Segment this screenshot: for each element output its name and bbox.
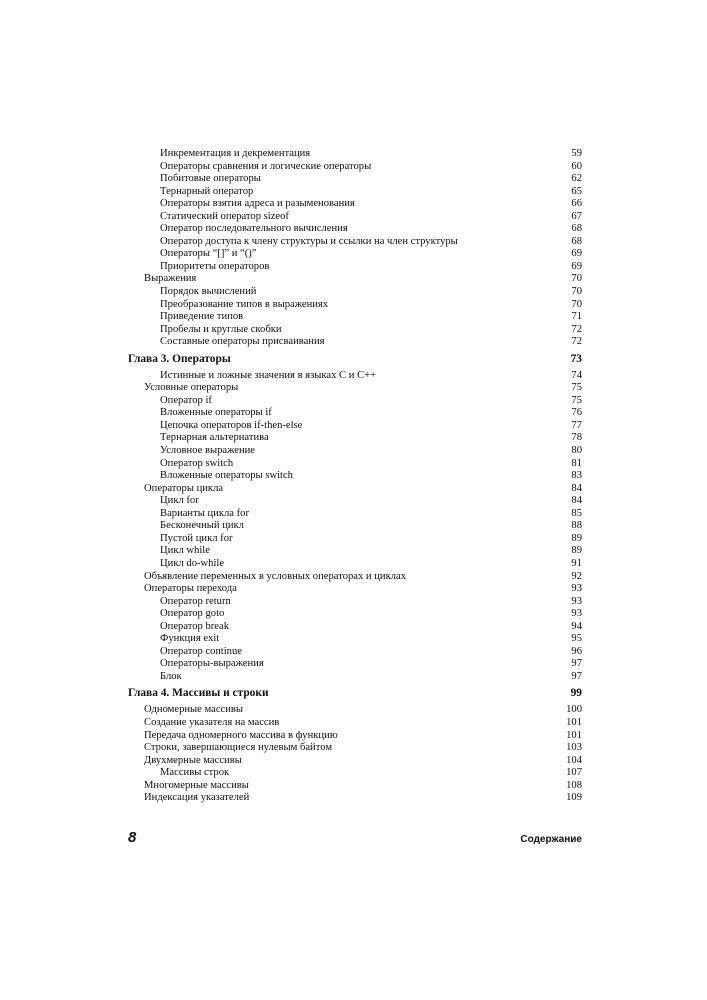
toc-entry-page: 71 [571, 311, 582, 323]
toc-entry-page: 95 [571, 633, 582, 645]
toc-entry [128, 767, 582, 780]
toc-entry-page: 72 [571, 323, 582, 335]
toc-entry-title: Создание указателя на массив [144, 716, 280, 728]
toc-entry [128, 198, 582, 211]
toc-entry-title: Глава 3. Операторы [128, 352, 231, 365]
toc-entry-title: Функция exit [160, 633, 220, 645]
toc-entry-title: Пустой цикл for [160, 532, 233, 544]
toc-entry-title: Бесконечный цикл [160, 520, 244, 532]
toc-entry-page: 65 [571, 185, 582, 197]
toc-entry [128, 533, 582, 546]
toc-entry [128, 742, 582, 755]
toc-entry-title: Цикл do-while [160, 557, 225, 569]
toc-entry-title: Оператор последовательного вычисления [160, 223, 348, 235]
toc-entry [128, 558, 582, 571]
toc-entry-page: 69 [571, 260, 582, 272]
toc-entry [128, 458, 582, 471]
table-of-contents [128, 148, 582, 805]
toc-entry-title: Двухмерные массивы [144, 754, 242, 766]
toc-entry-page: 59 [571, 148, 582, 159]
toc-entry [128, 755, 582, 768]
toc-entry-title: Операторы перехода [144, 583, 237, 595]
toc-entry-page: 101 [566, 716, 582, 728]
toc-entry-title: Операторы взятия адреса и разыменования [160, 198, 355, 210]
toc-entry-page: 76 [571, 407, 582, 419]
toc-entry-title: Побитовые операторы [160, 173, 261, 185]
toc-entry-page: 101 [566, 729, 582, 741]
toc-entry [128, 286, 582, 299]
toc-entry [128, 483, 582, 496]
running-title: Содержание [520, 834, 582, 845]
toc-entry-page: 96 [571, 645, 582, 657]
toc-entry [128, 186, 582, 199]
toc-entry-title: Варианты цикла for [160, 507, 249, 519]
toc-entry-title: Оператор break [160, 620, 230, 632]
toc-entry-page: 94 [571, 620, 582, 632]
toc-entry-title: Оператор return [160, 595, 231, 607]
toc-entry [128, 211, 582, 224]
toc-entry-page: 68 [571, 223, 582, 235]
toc-entry-page: 70 [571, 286, 582, 298]
toc-entry [128, 311, 582, 324]
toc-entry-page: 109 [566, 792, 582, 804]
toc-entry [128, 646, 582, 659]
toc-entry-title: Операторы сравнения и логические операторы [160, 160, 372, 172]
toc-entry-title: Многомерные массивы [144, 779, 249, 791]
toc-entry-page: 93 [571, 595, 582, 607]
toc-entry [128, 608, 582, 621]
toc-entry-title: Операторы-выражения [160, 658, 264, 670]
toc-entry-page: 80 [571, 445, 582, 457]
toc-entry-title: Выражения [144, 273, 197, 285]
toc-entry-page: 60 [571, 160, 582, 172]
toc-entry [128, 370, 582, 383]
toc-entry [128, 717, 582, 730]
toc-entry-page: 75 [571, 394, 582, 406]
toc-entry-page: 73 [570, 352, 582, 365]
toc-entry-page: 83 [571, 470, 582, 482]
toc-entry-title: Строки, завершающиеся нулевым байтом [144, 742, 333, 754]
toc-entry [128, 780, 582, 793]
toc-entry-title: Преобразование типов в выражениях [160, 298, 329, 310]
toc-entry-page: 72 [571, 336, 582, 348]
toc-entry-page: 88 [571, 520, 582, 532]
toc-entry-title: Оператор continue [160, 645, 242, 657]
toc-entry-page: 62 [571, 173, 582, 185]
toc-entry-title: Приведение типов [160, 311, 244, 323]
toc-entry-title: Вложенные операторы if [160, 407, 272, 419]
toc-entry-title: Условные операторы [144, 382, 239, 394]
toc-entry [128, 470, 582, 483]
toc-entry-page: 97 [571, 670, 582, 682]
toc-entry [128, 495, 582, 508]
toc-entry-title: Объявление переменных в условных операторах и циклах [144, 570, 407, 582]
toc-entry-title: Блок [160, 670, 182, 682]
toc-entry [128, 173, 582, 186]
toc-entry-page: 99 [570, 687, 582, 700]
toc-entry-title: Массивы строк [160, 767, 230, 779]
toc-entry-page: 74 [571, 369, 582, 381]
toc-entry [128, 571, 582, 584]
toc-entry [128, 671, 582, 684]
toc-entry-page: 103 [566, 742, 582, 754]
toc-entry-page: 92 [571, 570, 582, 582]
toc-entry-title: Пробелы и круглые скобки [160, 323, 282, 335]
toc-entry-title: Оператор if [160, 394, 212, 406]
toc-entry-page: 100 [566, 704, 582, 716]
toc-entry [128, 445, 582, 458]
toc-entry-title: Порядок вычислений [160, 286, 257, 298]
toc-entry-title: Цикл for [160, 495, 199, 507]
toc-entry [128, 236, 582, 249]
toc-entry [128, 596, 582, 609]
toc-entry [128, 508, 582, 521]
toc-entry-title: Цикл while [160, 545, 210, 557]
toc-entry [128, 273, 582, 286]
toc-entry [128, 261, 582, 274]
toc-entry-page: 84 [571, 482, 582, 494]
toc-entry-title: Операторы “[]” и “()” [160, 248, 257, 260]
toc-entry-title: Тернарная альтернатива [160, 432, 269, 444]
toc-entry-title: Условное выражение [160, 445, 256, 457]
toc-entry-title: Одномерные массивы [144, 704, 244, 716]
toc-entry [128, 223, 582, 236]
toc-entry-title: Операторы цикла [144, 482, 224, 494]
toc-entry [128, 148, 582, 161]
toc-entry-page: 107 [566, 767, 582, 779]
toc-entry-page: 89 [571, 532, 582, 544]
toc-entry-page: 108 [566, 779, 582, 791]
toc-entry [128, 324, 582, 337]
toc-entry-title: Инкрементация и декрементация [160, 148, 311, 159]
toc-entry [128, 432, 582, 445]
toc-entry-title: Приоритеты операторов [160, 260, 270, 272]
toc-entry-title: Цепочка операторов if-then-else [160, 419, 303, 431]
toc-entry-page: 81 [571, 457, 582, 469]
toc-entry-page: 67 [571, 210, 582, 222]
toc-entry [128, 621, 582, 634]
toc-entry [128, 730, 582, 743]
toc-entry [128, 395, 582, 408]
toc-entry [128, 336, 582, 349]
toc-entry-title: Составные операторы присваивания [160, 336, 325, 348]
toc-entry-page: 70 [571, 298, 582, 310]
toc-entry-page: 93 [571, 583, 582, 595]
toc-entry [128, 658, 582, 671]
toc-chapter-heading [128, 351, 582, 367]
toc-entry-page: 85 [571, 507, 582, 519]
toc-entry [128, 420, 582, 433]
toc-entry-title: Оператор доступа к члену структуры и ссылки на член структуры [160, 235, 458, 247]
toc-chapter-heading [128, 685, 582, 701]
toc-entry-title: Истинные и ложные значения в языках С и С++ [160, 369, 377, 381]
toc-entry-page: 77 [571, 419, 582, 431]
toc-entry-page: 84 [571, 495, 582, 507]
toc-entry-title: Передача одномерного массива в функцию [144, 729, 338, 741]
toc-entry [128, 520, 582, 533]
toc-entry-page: 104 [566, 754, 582, 766]
toc-entry-page: 75 [571, 382, 582, 394]
toc-entry [128, 583, 582, 596]
toc-entry-title: Глава 4. Массивы и строки [128, 687, 269, 700]
toc-entry-title: Индексация указателей [144, 792, 250, 804]
toc-entry [128, 704, 582, 717]
toc-entry [128, 792, 582, 805]
toc-entry [128, 299, 582, 312]
toc-entry-title: Тернарный оператор [160, 185, 254, 197]
toc-entry-page: 66 [571, 198, 582, 210]
toc-entry-page: 69 [571, 248, 582, 260]
toc-entry [128, 161, 582, 174]
toc-entry-page: 93 [571, 608, 582, 620]
toc-entry-page: 97 [571, 658, 582, 670]
toc-entry [128, 248, 582, 261]
toc-entry-page: 70 [571, 273, 582, 285]
page-footer [128, 829, 582, 846]
toc-entry [128, 633, 582, 646]
toc-entry-page: 89 [571, 545, 582, 557]
toc-entry-page: 91 [571, 557, 582, 569]
toc-entry-title: Оператор switch [160, 457, 234, 469]
toc-entry [128, 382, 582, 395]
toc-entry-page: 78 [571, 432, 582, 444]
page-number: 8 [128, 829, 137, 846]
toc-entry-title: Оператор goto [160, 608, 225, 620]
toc-entry [128, 545, 582, 558]
toc-entry-page: 68 [571, 235, 582, 247]
toc-entry [128, 407, 582, 420]
toc-entry-title: Статический оператор sizeof [160, 210, 289, 222]
toc-entry-title: Вложенные операторы switch [160, 470, 293, 482]
